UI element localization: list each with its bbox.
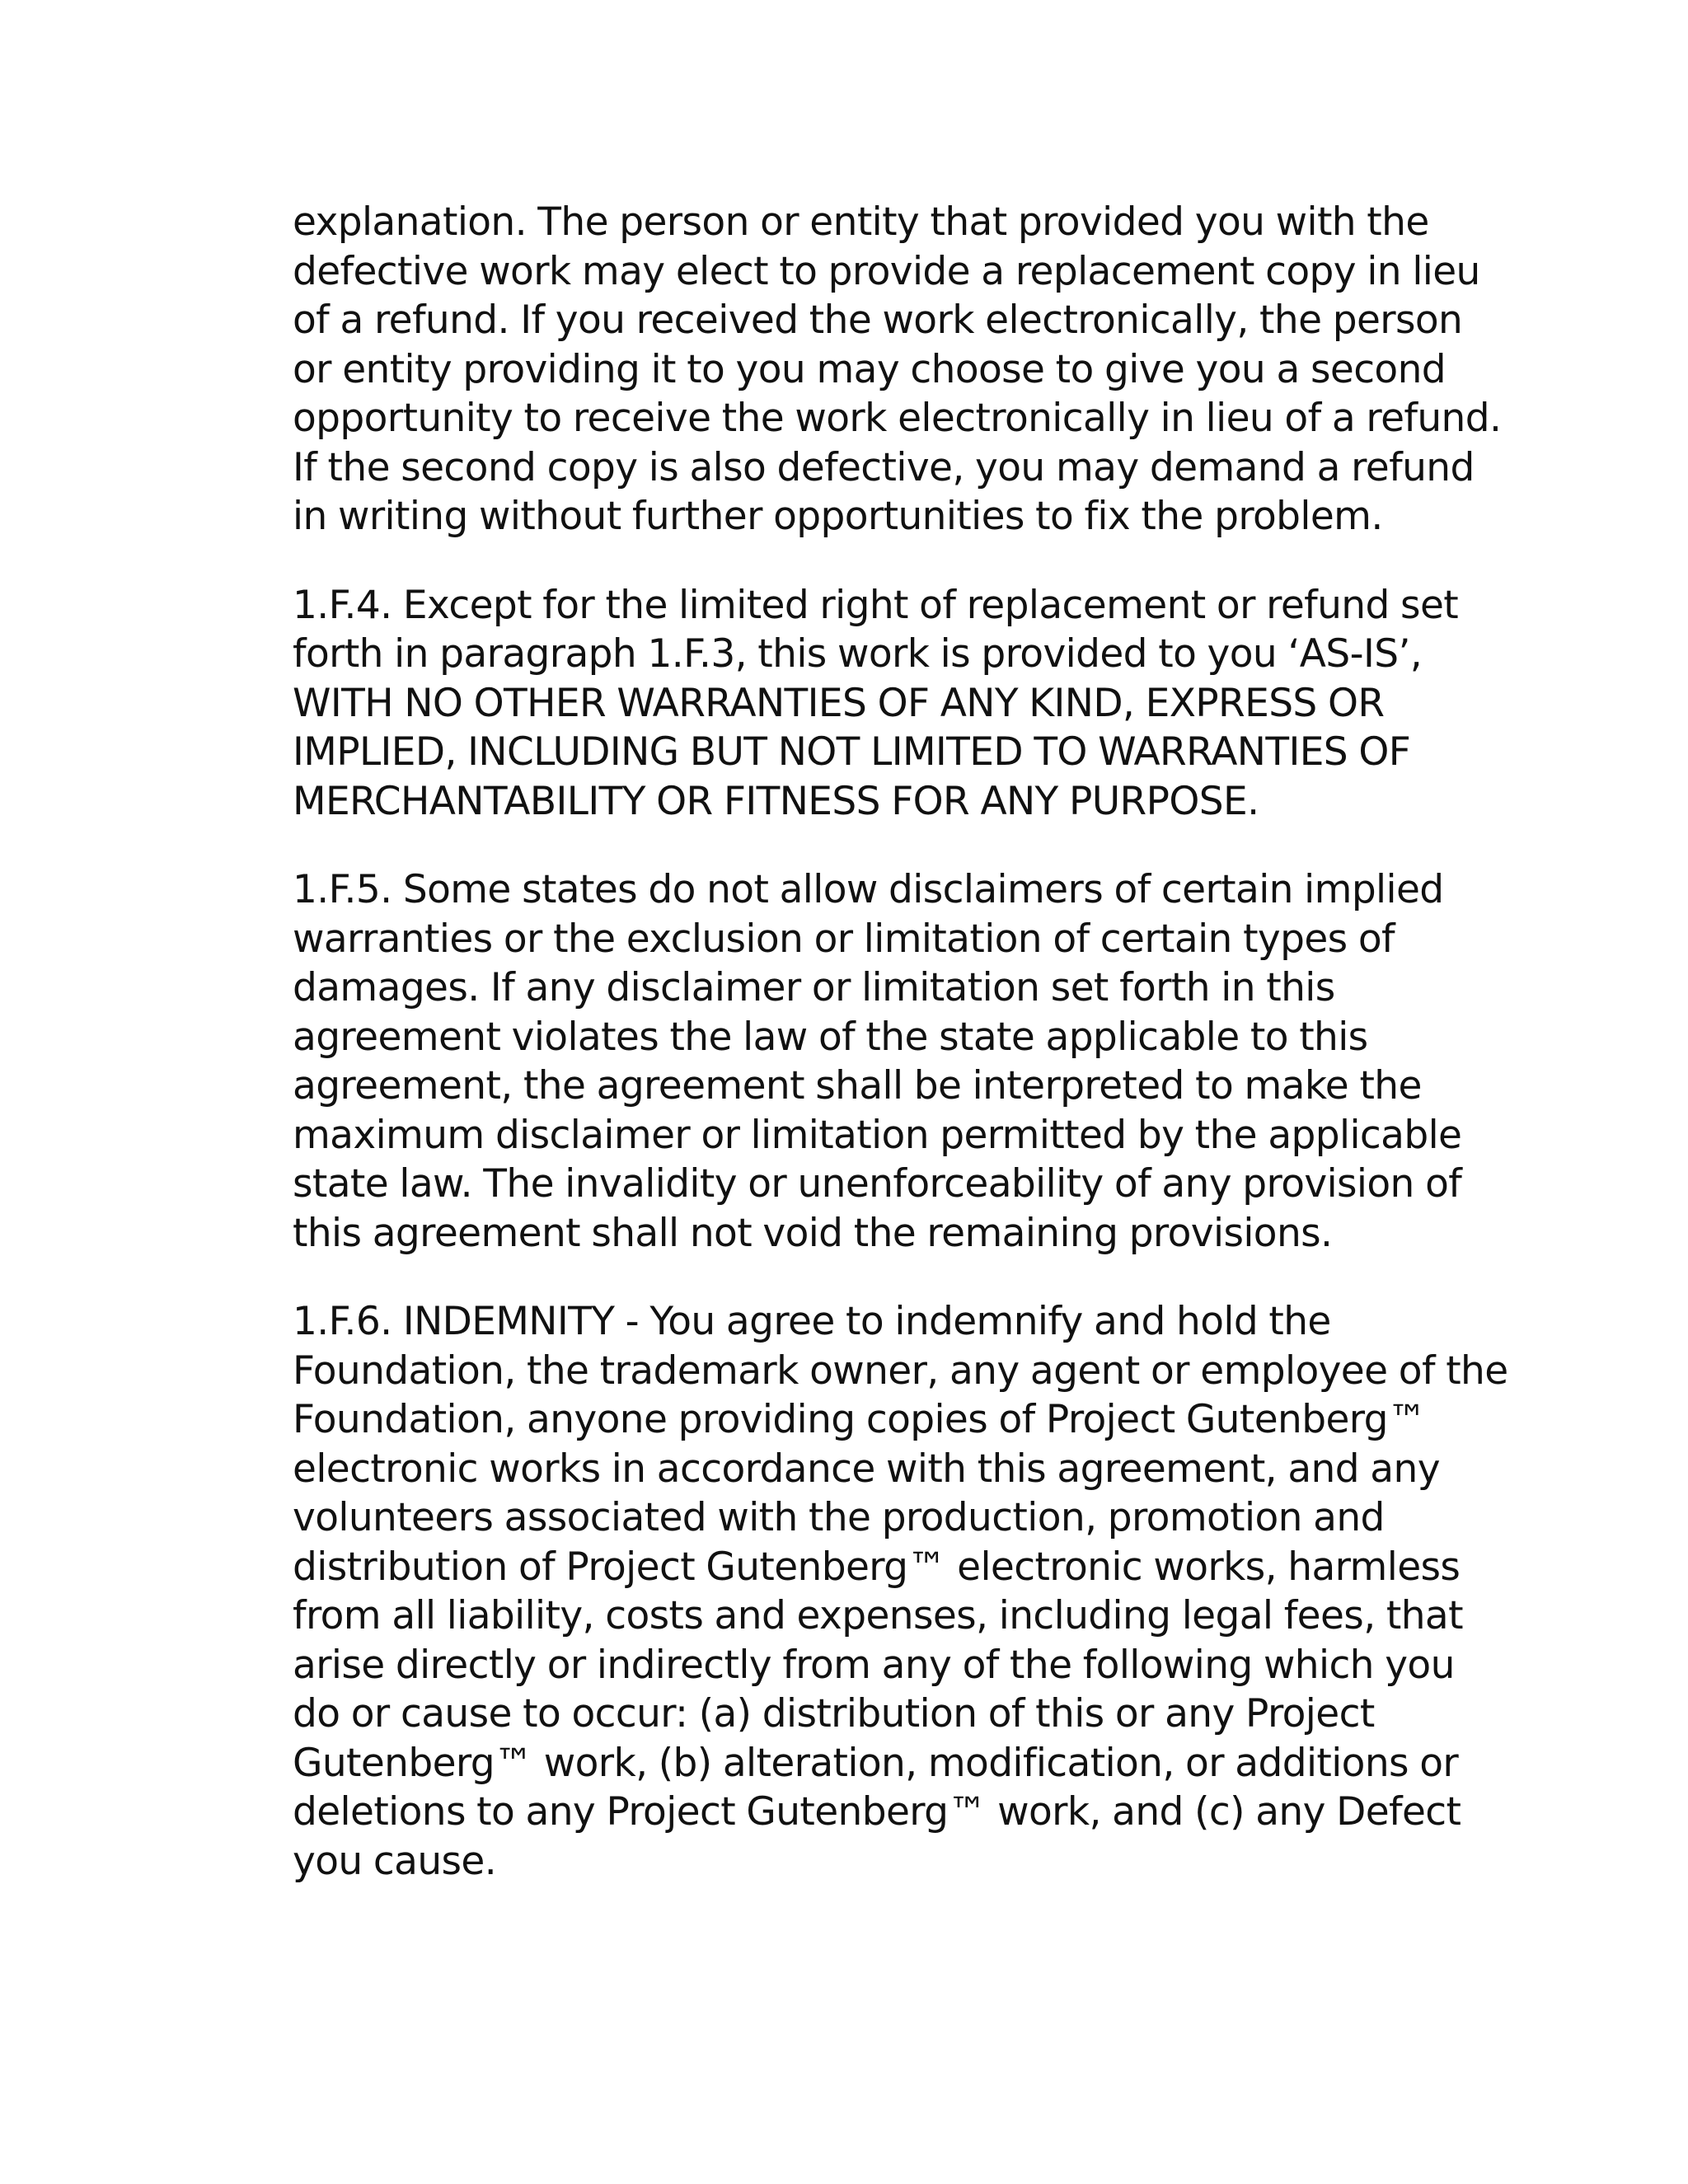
- text-line: explanation. The person or entity that provided you with the: [293, 199, 1429, 245]
- text-line: maximum disclaimer or limitation permitted by the applicable: [293, 1112, 1462, 1158]
- document-page: [293, 198, 1508, 1925]
- text-line: 1.F.6. INDEMNITY - You agree to indemnify and hold the: [293, 1299, 1331, 1344]
- text-line: state law. The invalidity or unenforceability of any provision of: [293, 1161, 1462, 1207]
- text-line: do or cause to occur: (a) distribution of this or any Project: [293, 1691, 1375, 1736]
- text-line: arise directly or indirectly from any of the following which you: [293, 1642, 1455, 1688]
- text-line: of a refund. If you received the work electronically, the person: [293, 298, 1463, 343]
- text-line: agreement violates the law of the state applicable to this: [293, 1014, 1368, 1060]
- text-line: 1.F.5. Some states do not allow disclaimers of certain implied: [293, 867, 1444, 912]
- text-line: distribution of Project Gutenberg™ electronic works, harmless: [293, 1544, 1461, 1590]
- text-line: or entity providing it to you may choose to give you a second: [293, 346, 1447, 392]
- text-line: 1.F.4. Except for the limited right of replacement or refund set: [293, 582, 1459, 628]
- text-line: deletions to any Project Gutenberg™ work, and (c) any Defect: [293, 1789, 1461, 1835]
- text-line: forth in paragraph 1.F.3, this work is provided to you ‘AS-IS’,: [293, 631, 1423, 677]
- paragraph-1f6-indemnity: [293, 1297, 1508, 1886]
- text-line: opportunity to receive the work electronically in lieu of a refund.: [293, 396, 1502, 441]
- text-line: damages. If any disclaimer or limitation set forth in this: [293, 965, 1335, 1010]
- text-line: in writing without further opportunities to fix the problem.: [293, 494, 1383, 539]
- paragraph-1f4-as-is: [293, 581, 1463, 827]
- paragraph-1f5-disclaimers: [293, 865, 1463, 1258]
- text-line: WITH NO OTHER WARRANTIES OF ANY KIND, EXPRESS OR: [293, 680, 1385, 726]
- text-line: volunteers associated with the production, promotion and: [293, 1495, 1385, 1540]
- text-line: from all liability, costs and expenses, including legal fees, that: [293, 1593, 1463, 1638]
- text-line: agreement, the agreement shall be interpreted to make the: [293, 1063, 1422, 1108]
- text-line: you cause.: [293, 1838, 497, 1884]
- text-line: warranties or the exclusion or limitation of certain types of: [293, 916, 1395, 962]
- text-line: this agreement shall not void the remaining provisions.: [293, 1210, 1333, 1256]
- text-line: Foundation, the trademark owner, any agent or employee of the: [293, 1347, 1508, 1394]
- text-line: electronic works in accordance with this agreement, and any: [293, 1446, 1440, 1492]
- paragraph-refund-explanation: [293, 198, 1502, 541]
- text-line: Foundation, anyone providing copies of Project Gutenberg™: [293, 1397, 1427, 1442]
- text-line: MERCHANTABILITY OR FITNESS FOR ANY PURPOSE.: [293, 778, 1259, 824]
- text-line: If the second copy is also defective, you may demand a refund: [293, 444, 1475, 490]
- text-line: Gutenberg™ work, (b) alteration, modification, or additions or: [293, 1740, 1459, 1786]
- text-line: defective work may elect to provide a replacement copy in lieu: [293, 248, 1480, 294]
- text-line: IMPLIED, INCLUDING BUT NOT LIMITED TO WARRANTIES OF: [293, 729, 1411, 775]
